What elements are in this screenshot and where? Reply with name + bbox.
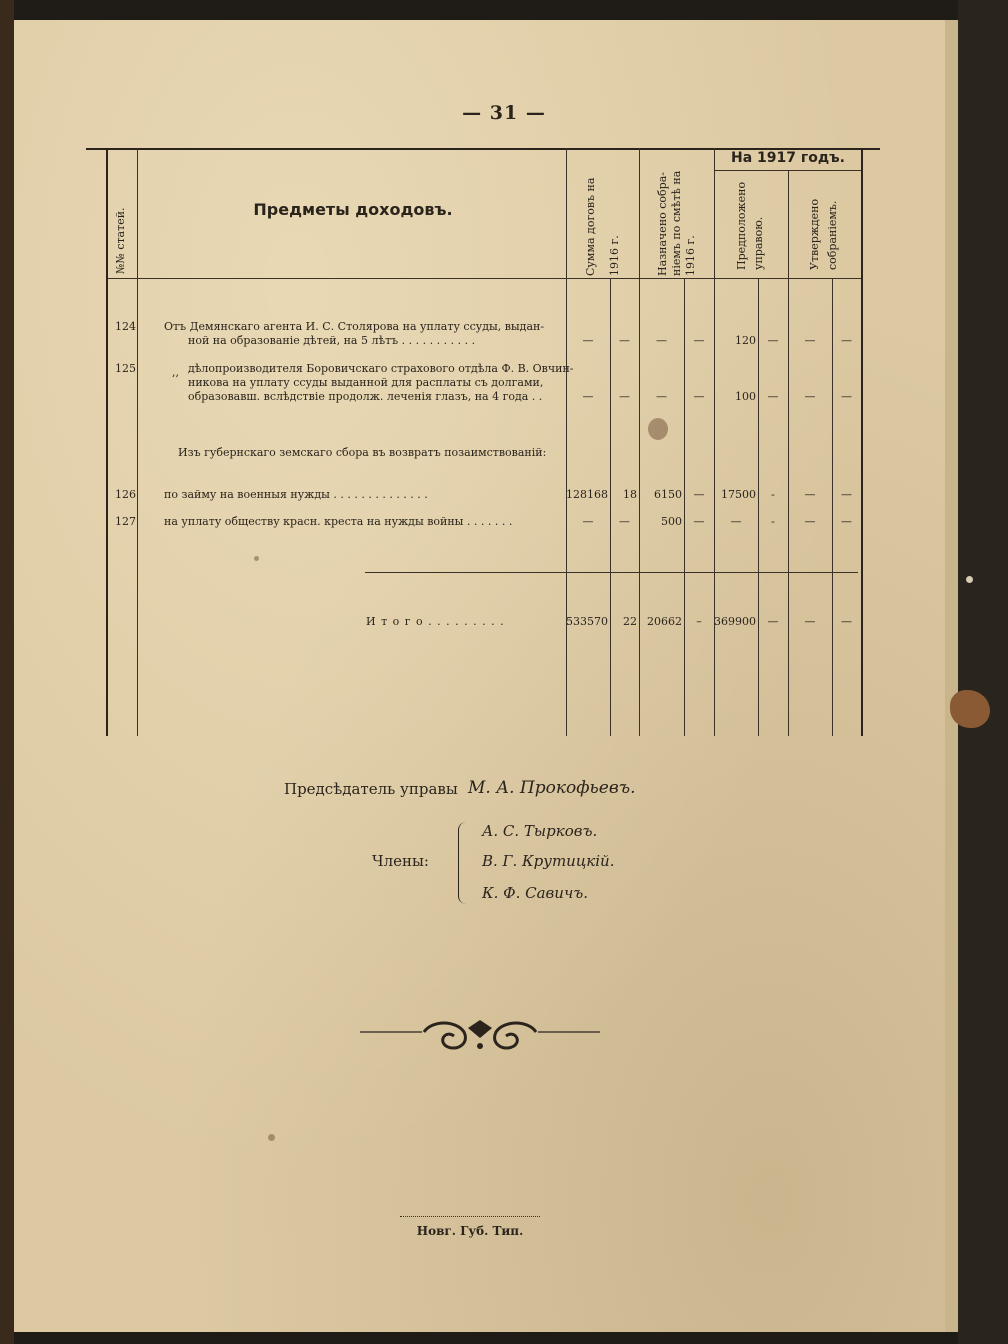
total-rule xyxy=(365,572,858,573)
col-rule-proposed xyxy=(788,170,789,736)
col-rule-debt xyxy=(639,148,640,736)
member-signature: К. Ф. Савичъ. xyxy=(482,884,589,902)
row-desc-line: Отъ Демянскаго агента И. С. Столярова на уплату ссуды, выдан- xyxy=(164,320,545,333)
cell-proposed-k: - xyxy=(771,515,775,528)
members-brace xyxy=(458,822,469,904)
printer-imprint: Новг. Губ. Тип. xyxy=(416,1224,524,1238)
row-number: 124 xyxy=(115,320,136,333)
cell-proposed: 100 xyxy=(735,390,756,403)
cell-assigned: 6150 xyxy=(654,488,682,501)
page-edge-strip xyxy=(945,20,958,1332)
header-col-debt-1: Сумма договъ на xyxy=(584,177,597,276)
row-desc-line: ной на образованіе дѣтей, на 5 лѣтъ . . . . . . . . . . . xyxy=(188,334,476,347)
total-proposed: 369900 xyxy=(714,615,756,628)
cell-debt-k: 18 xyxy=(623,488,637,501)
cell-approved-k: — xyxy=(841,390,852,403)
book-edge xyxy=(958,0,1008,1344)
cell-approved: — xyxy=(804,334,816,347)
cell-debt: — xyxy=(582,515,594,528)
total-proposed-k: — xyxy=(767,615,779,628)
row-number: 126 xyxy=(115,488,136,501)
cell-approved: — xyxy=(804,515,816,528)
cell-assigned-k: — xyxy=(693,515,705,528)
cell-debt-k: — xyxy=(619,390,630,403)
row-number: 125 xyxy=(115,362,136,375)
row-desc-line: на уплату обществу красн. креста на нужды войны . . . . . . . xyxy=(164,515,513,528)
header-col-approved-1: Утверждено xyxy=(808,198,821,270)
paper-stain xyxy=(268,1134,275,1141)
header-col-proposed-2: управою. xyxy=(752,216,765,270)
header-group-1917: На 1917 годъ. xyxy=(731,150,845,166)
paper-stain xyxy=(254,556,259,561)
paper-stain xyxy=(966,576,973,583)
torn-paper-mark xyxy=(950,690,990,728)
row-number: 127 xyxy=(115,515,136,528)
cell-assigned-k: — xyxy=(693,334,705,347)
cell-approved: — xyxy=(804,390,816,403)
members-label: Члены: xyxy=(372,852,429,870)
table-right-rule xyxy=(861,148,863,736)
cell-debt: 128168 xyxy=(566,488,608,501)
chairman-name: М. А. Прокофьевъ. xyxy=(468,778,636,798)
cell-assigned: — xyxy=(656,390,667,403)
total-assigned: 20662 xyxy=(647,615,682,628)
header-bottom-rule xyxy=(106,278,862,279)
page-number: — 31 — xyxy=(462,102,546,124)
total-debt-k: 22 xyxy=(623,615,637,628)
member-signature: А. С. Тырковъ. xyxy=(482,822,598,840)
col-rule-assigned xyxy=(714,148,715,736)
col-rule-subject xyxy=(566,148,567,736)
ditto-mark: ,, xyxy=(172,366,179,379)
cell-proposed: — xyxy=(730,515,742,528)
cell-debt: — xyxy=(582,390,594,403)
section-subheader: Изъ губернскаго земскаго сбора въ возвратъ позаимствованій: xyxy=(178,446,547,459)
cell-approved-k: — xyxy=(841,515,852,528)
cell-proposed-k: — xyxy=(767,334,779,347)
cell-assigned-k: — xyxy=(693,488,705,501)
row-desc-line: дѣлопроизводителя Боровичскаго страхового отдѣла Ф. В. Овчин- xyxy=(188,362,574,375)
cell-assigned: 500 xyxy=(661,515,682,528)
total-assigned-k: – xyxy=(696,615,702,628)
cell-debt-k: — xyxy=(619,334,630,347)
ornament-icon xyxy=(360,1018,600,1058)
header-col-no: №№ статей. xyxy=(114,207,127,274)
header-col-debt-2: 1916 г. xyxy=(608,235,621,276)
book-spine xyxy=(0,0,14,1344)
header-col-assigned-1: Назначено собра- xyxy=(656,172,669,276)
table-left-rule xyxy=(106,148,108,736)
row-desc-line: по займу на военныя нужды . . . . . . . . . . . . . . xyxy=(164,488,428,501)
header-col-subject: Предметы доходовъ. xyxy=(253,200,453,219)
cell-proposed-k: - xyxy=(771,488,775,501)
total-approved-k: — xyxy=(841,615,852,628)
total-label: И т о г о . . . . . . . . . xyxy=(366,615,505,628)
cell-proposed: 120 xyxy=(735,334,756,347)
printer-rule xyxy=(400,1216,540,1217)
cell-assigned-k: — xyxy=(693,390,705,403)
chairman-title: Предсѣдатель управы xyxy=(284,780,458,798)
header-col-assigned-2: ніемъ по смѣтѣ на xyxy=(670,170,683,276)
cell-proposed: 17500 xyxy=(721,488,756,501)
row-desc-line: образовавш. вслѣдствіе продолж. леченія глазъ, на 4 года . . xyxy=(188,390,543,403)
cell-approved: — xyxy=(804,488,816,501)
col-rule-no xyxy=(137,148,138,736)
cell-debt: — xyxy=(582,334,594,347)
cell-approved-k: — xyxy=(841,334,852,347)
cell-debt-k: — xyxy=(619,515,630,528)
cell-approved-k: — xyxy=(841,488,852,501)
header-col-assigned-3: 1916 г. xyxy=(684,235,697,276)
total-debt: 533570 xyxy=(566,615,608,628)
cell-assigned: — xyxy=(656,334,667,347)
paper-stain xyxy=(648,418,668,440)
header-col-approved-2: собраніемъ. xyxy=(826,200,839,270)
header-col-proposed-1: Предположено xyxy=(735,181,748,270)
total-approved: — xyxy=(804,615,816,628)
member-signature: В. Г. Крутицкій. xyxy=(482,852,615,870)
row-desc-line: никова на уплату ссуды выданной для расплаты съ долгами, xyxy=(188,376,544,389)
cell-proposed-k: — xyxy=(767,390,779,403)
